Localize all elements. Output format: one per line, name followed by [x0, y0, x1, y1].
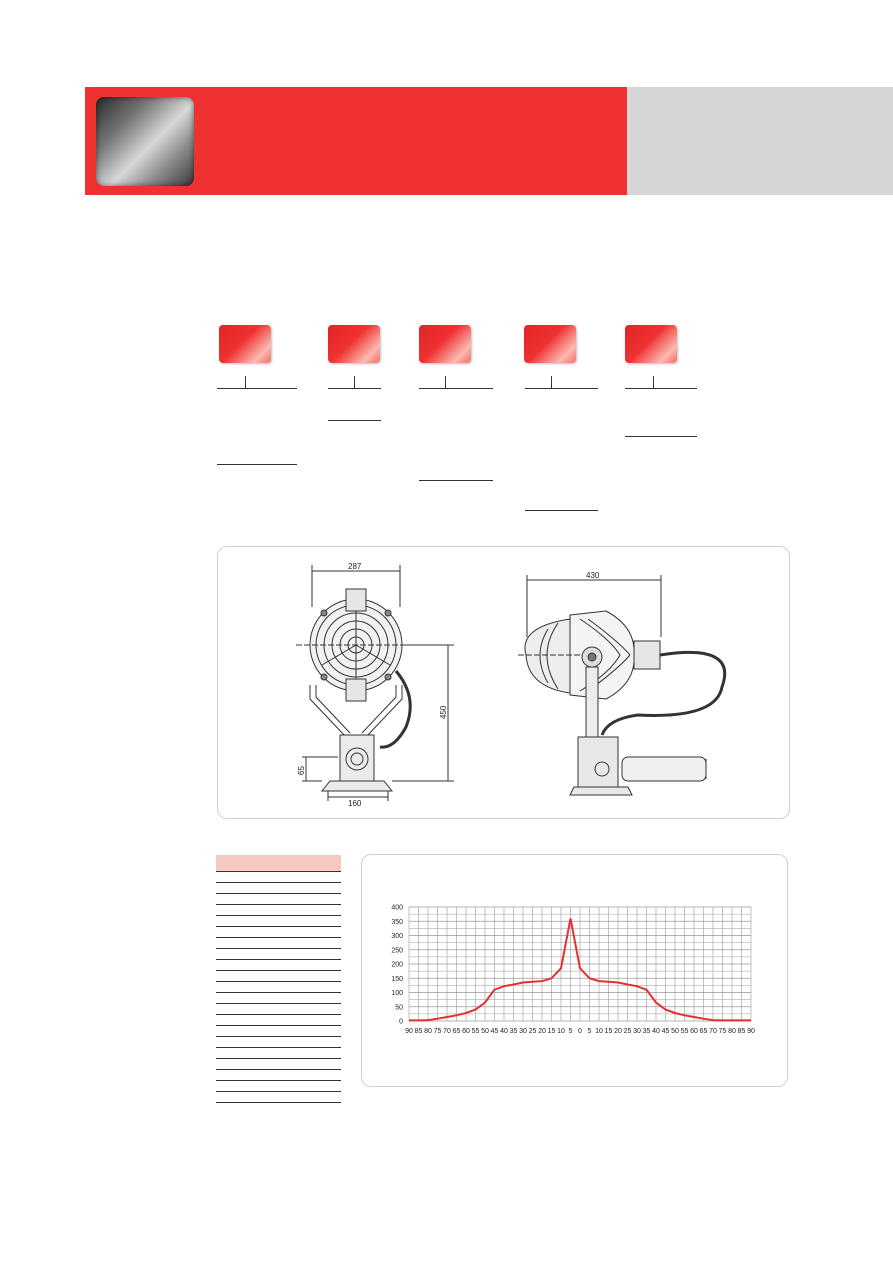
dimension-base-height-label: 65 — [297, 766, 306, 775]
red-spec-tile-icon — [524, 325, 576, 363]
light-distribution-chart-panel — [361, 854, 788, 1087]
spec-rule — [625, 436, 697, 437]
table-row — [216, 982, 341, 993]
spec-column-5 — [625, 325, 677, 363]
header-side-panel — [627, 87, 893, 195]
y-tick-label: 100 — [391, 990, 403, 997]
red-spec-tile-icon — [219, 325, 271, 363]
x-tick-label: 75 — [718, 1028, 727, 1035]
y-tick-label: 250 — [391, 947, 403, 955]
searchlight-drawing — [218, 547, 789, 818]
x-tick-label: 10 — [557, 1028, 565, 1035]
y-tick-label: 300 — [391, 933, 403, 940]
y-tick-label: 350 — [391, 918, 403, 926]
table-row — [216, 1070, 341, 1081]
side-view — [518, 575, 725, 795]
spec-rule — [419, 480, 493, 481]
spec-column-3 — [419, 325, 471, 363]
light-distribution-chart — [362, 855, 787, 1086]
x-tick-label: 90 — [747, 1028, 755, 1035]
table-row — [216, 1081, 341, 1092]
spec-rule — [328, 420, 381, 421]
table-row — [216, 1026, 341, 1037]
x-tick-label: 0 — [578, 1028, 582, 1035]
x-tick-label: 20 — [538, 1028, 546, 1035]
spec-rule — [625, 388, 697, 389]
x-tick-label: 65 — [699, 1028, 708, 1035]
table-row — [216, 1048, 341, 1059]
dimension-base-width-label: 160 — [348, 799, 362, 808]
table-row — [216, 960, 341, 971]
x-tick-label: 15 — [604, 1028, 613, 1035]
x-tick-label: 5 — [587, 1028, 592, 1035]
y-tick-label: 0 — [399, 1018, 403, 1026]
table-row — [216, 971, 341, 982]
x-tick-label: 15 — [547, 1028, 556, 1035]
table-row — [216, 1004, 341, 1015]
y-tick-label: 50 — [395, 1004, 403, 1012]
x-tick-label: 65 — [452, 1028, 461, 1035]
spec-tick — [245, 376, 246, 388]
table-row — [216, 905, 341, 916]
spec-tick — [354, 376, 355, 388]
spec-tick — [653, 376, 654, 388]
y-tick-labels — [391, 905, 403, 1026]
x-tick-label: 75 — [433, 1028, 442, 1035]
x-tick-label: 25 — [528, 1028, 537, 1035]
red-spec-tile-icon — [625, 325, 677, 363]
spec-rule — [217, 388, 297, 389]
x-tick-label: 45 — [661, 1028, 670, 1035]
table-row — [216, 916, 341, 927]
red-spec-tile-icon — [328, 325, 380, 363]
x-tick-label: 85 — [737, 1028, 746, 1035]
spec-rule — [419, 388, 493, 389]
spec-tick — [551, 376, 552, 388]
spec-column-4 — [524, 325, 576, 363]
table-row — [216, 883, 341, 894]
x-tick-label: 50 — [671, 1028, 679, 1035]
x-tick-label: 90 — [405, 1028, 413, 1035]
table-row — [216, 1092, 341, 1103]
x-tick-label: 60 — [690, 1028, 698, 1035]
x-tick-label: 60 — [462, 1028, 470, 1035]
x-tick-label: 30 — [633, 1028, 641, 1035]
x-tick-label: 55 — [680, 1028, 689, 1035]
table-header — [216, 855, 341, 872]
dimension-height-label: 450 — [439, 705, 448, 719]
spec-rule — [217, 464, 297, 465]
x-tick-labels — [405, 1028, 755, 1035]
table-row — [216, 1037, 341, 1048]
photometric-table — [216, 855, 341, 1103]
table-row — [216, 949, 341, 960]
spec-rule — [525, 388, 598, 389]
x-tick-label: 85 — [414, 1028, 423, 1035]
spec-column-2 — [328, 325, 380, 363]
table-row — [216, 1059, 341, 1070]
table-row — [216, 938, 341, 949]
x-tick-label: 35 — [642, 1028, 651, 1035]
dimension-width-label: 287 — [348, 562, 362, 571]
x-tick-label: 45 — [490, 1028, 499, 1035]
x-tick-label: 5 — [568, 1028, 573, 1035]
y-tick-label: 200 — [391, 961, 403, 969]
y-tick-label: 400 — [391, 904, 403, 912]
table-row — [216, 927, 341, 938]
x-tick-label: 70 — [443, 1028, 451, 1035]
x-tick-label: 20 — [614, 1028, 622, 1035]
spec-rule — [328, 388, 381, 389]
x-tick-label: 10 — [595, 1028, 603, 1035]
x-tick-label: 30 — [519, 1028, 527, 1035]
spec-rule — [525, 510, 598, 511]
x-tick-label: 80 — [728, 1028, 736, 1035]
x-tick-label: 80 — [424, 1028, 432, 1035]
y-tick-label: 150 — [391, 975, 403, 983]
x-tick-label: 50 — [481, 1028, 489, 1035]
table-row — [216, 993, 341, 1004]
brushed-metal-logo-icon — [96, 97, 194, 186]
x-tick-label: 35 — [509, 1028, 518, 1035]
x-tick-label: 70 — [709, 1028, 717, 1035]
front-view — [296, 565, 454, 801]
x-tick-label: 55 — [471, 1028, 480, 1035]
technical-drawing-panel — [217, 546, 790, 819]
dimension-depth-label: 430 — [586, 571, 600, 580]
x-tick-label: 40 — [652, 1028, 660, 1035]
spec-tick — [445, 376, 446, 388]
x-tick-label: 40 — [500, 1028, 508, 1035]
x-tick-label: 25 — [623, 1028, 632, 1035]
table-row — [216, 1015, 341, 1026]
red-spec-tile-icon — [419, 325, 471, 363]
table-row — [216, 872, 341, 883]
table-row — [216, 894, 341, 905]
spec-column-1 — [219, 325, 271, 363]
